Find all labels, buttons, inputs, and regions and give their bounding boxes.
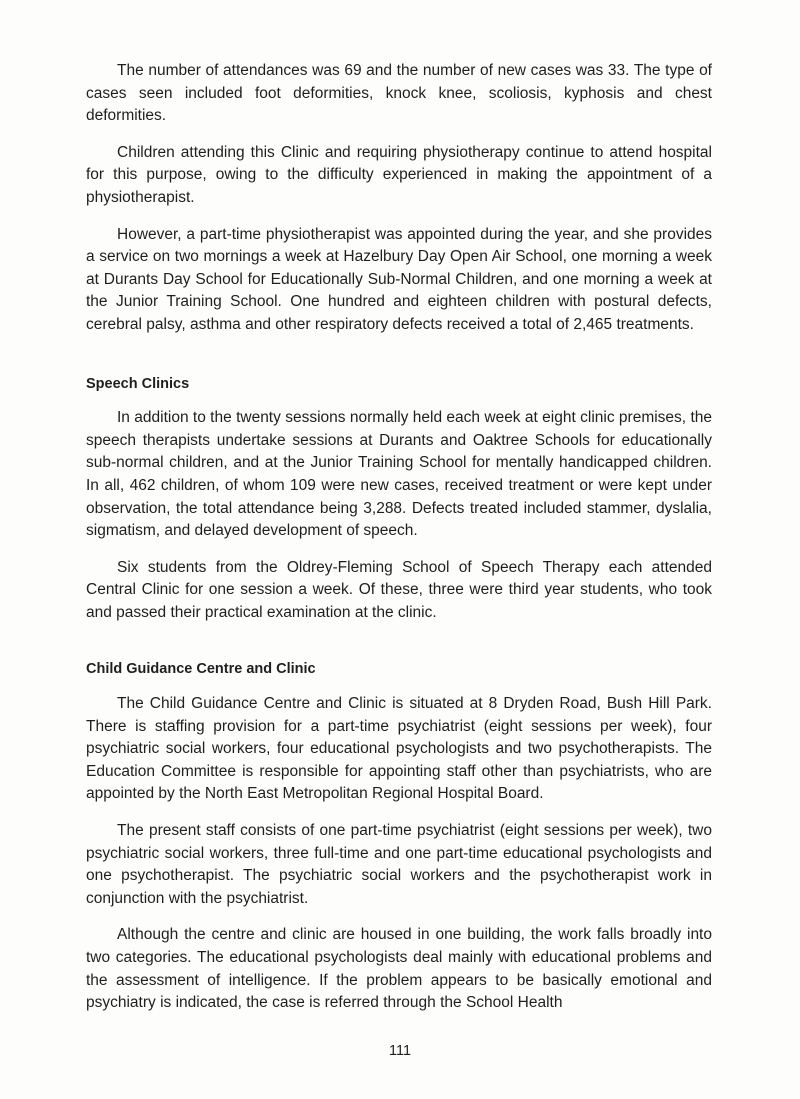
paragraph-speech-sessions: In addition to the twenty sessions normally held each week at eight clinic premises, the speech therapists undertake sessions at Durants and Oaktree Schools for educationally sub-normal children, and at the Junior Training School for mentally handicapped children. In all, 462 children, of whom 109 were new cases, received treatment or were kept under observation, the total attendance being 3,288. Defects treated included stammer, dyslalia, sigmatism, and delayed development of speech. xyxy=(86,409,712,540)
section-heading-speech-clinics: Speech Clinics xyxy=(86,375,190,392)
paragraph-speech-students: Six students from the Oldrey-Fleming School of Speech Therapy each attended Central Clinic for one session a week. Of these, three were third year students, who took and passed their practical examination at the clinic. xyxy=(86,558,712,621)
paragraph-attendances: The number of attendances was 69 and the number of new cases was 33. The type of cases seen included foot deformities, knock knee, scoliosis, kyphosis and chest deformities. xyxy=(86,62,712,125)
page-number: 111 xyxy=(388,1043,412,1059)
paragraph-child-guidance-categories: Although the centre and clinic are housed in one building, the work falls broadly into two categories. The educational psychologists deal mainly with educational problems and the assessment of intelligence. If the problem appears to be basically emotional and psychiatry is indicated, the case is referred through the School Health xyxy=(86,926,712,1012)
paragraph-part-time-physiotherapist: However, a part-time physiotherapist was appointed during the year, and she provides a service on two mornings a week at Hazelbury Day Open Air School, one morning a week at Durants Day School for Educationally Sub-Normal Children, and one morning a week at the Junior Training School. One hundred and eighteen children with postural defects, cerebral palsy, asthma and other respiratory defects received a total of 2,465 treatments. xyxy=(86,225,712,333)
paragraph-physiotherapy-hospital: Children attending this Clinic and requiring physiotherapy continue to attend hospital for this purpose, owing to the difficulty experienced in making the appointment of a physiotherapist. xyxy=(86,143,712,206)
section-heading-child-guidance: Child Guidance Centre and Clinic xyxy=(86,661,316,678)
paragraph-child-guidance-staff: The present staff consists of one part-time psychiatrist (eight sessions per week), two psychiatric social workers, three full-time and one part-time educational psychologists and one psychotherapist. The psychiatric social workers and the psychotherapist work in conjunction with the psychiatrist. xyxy=(86,822,712,907)
paragraph-child-guidance-location: The Child Guidance Centre and Clinic is situated at 8 Dryden Road, Bush Hill Park. There is staffing provision for a part-time psychiatrist (eight sessions per week), four psychiatric social workers, four educational psychologists and two psychotherapists. The Education Committee is responsible for appointing staff other than psychiatrists, who are appointed by the North East Metropolitan Regional Hospital Board. xyxy=(86,695,712,803)
